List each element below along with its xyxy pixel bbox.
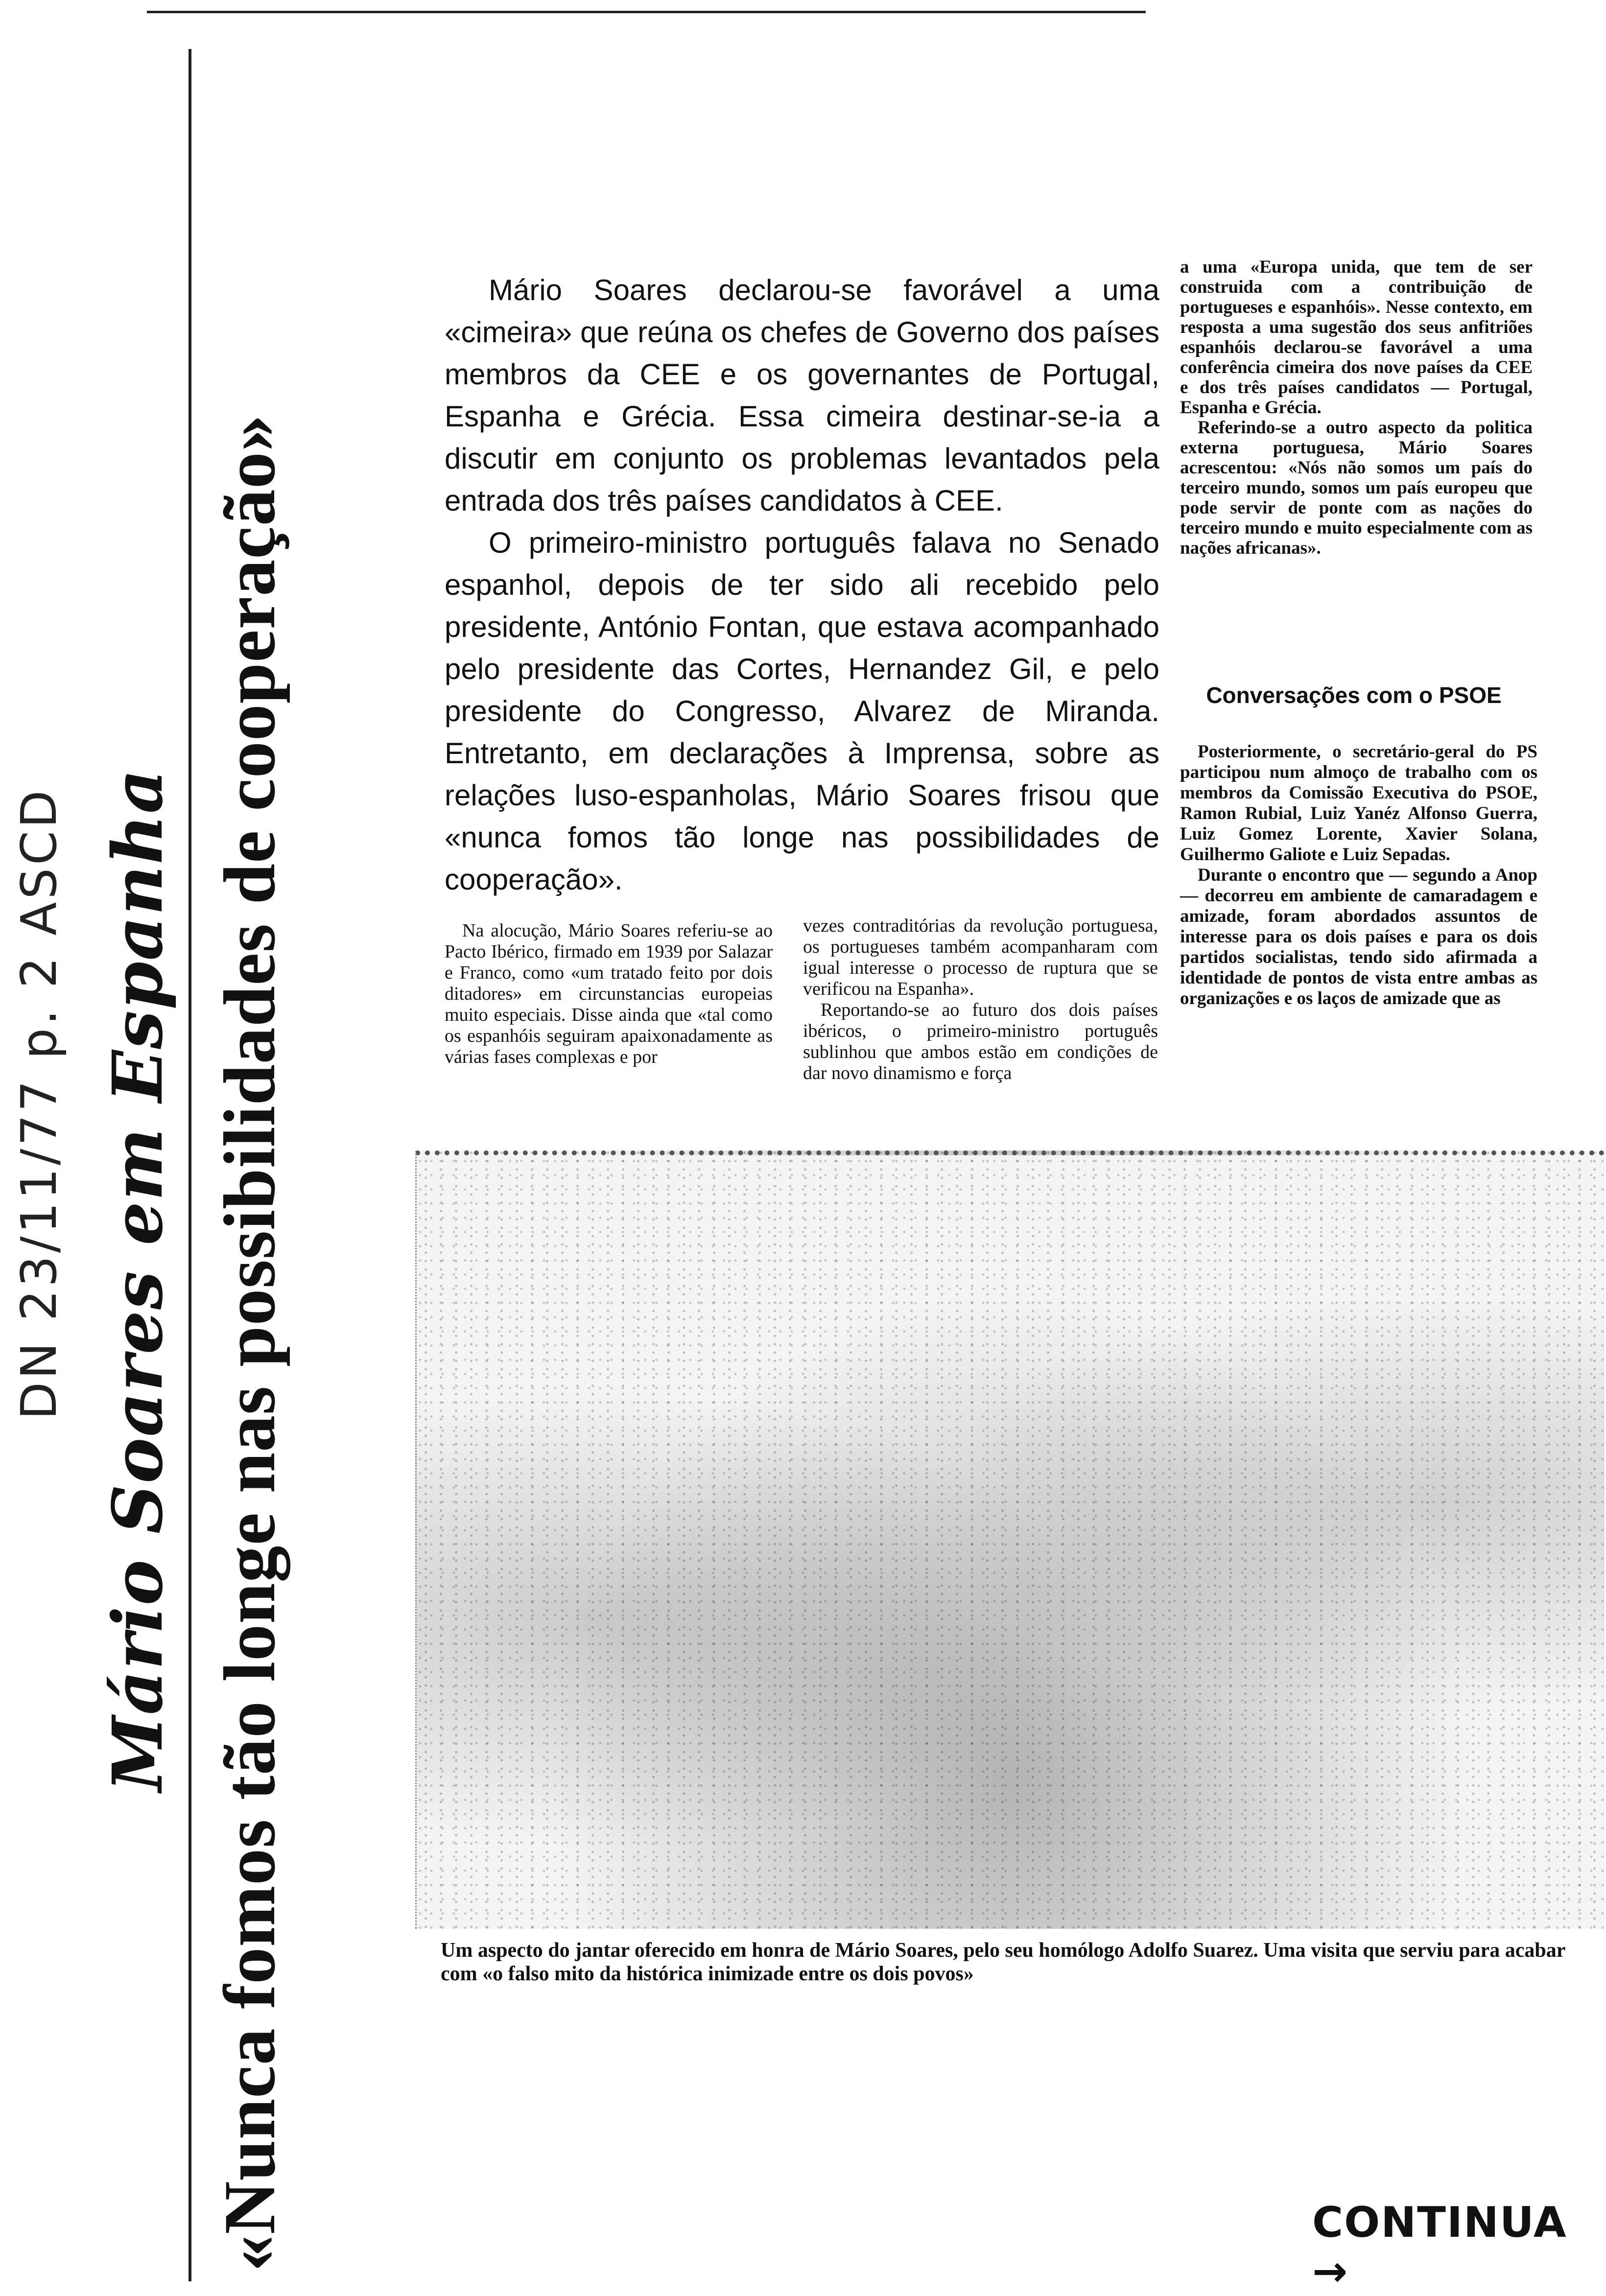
body-paragraph: Referindo-se a outro aspecto da politica externa portuguesa, Mário Soares acrescentou: «Nós não somos um país do terceiro mundo, somos um país europeu que pode servir de ponte com as nações do terceiro mundo e muito especialmente com as nações africanas». <box>1180 418 1533 558</box>
headline-title: Mário Soares em Espanha <box>98 768 178 1792</box>
body-paragraph: Na alocução, Mário Soares referiu-se ao Pacto Ibérico, firmado em 1939 por Salazar e Franco, como «um tratado feito por dois ditadores» em circunstancias europeias muito especiais. Disse ainda que «tal como os espanhóis seguiram apaixonadamente as várias fases complexas e por <box>445 920 773 1067</box>
body-paragraph: Durante o encontro que — segundo a Anop — decorreu em ambiente de camaradagem e amizade, foram abordados assuntos de interesse para os dois países e para os dois partidos socialistas, tendo sido afirmada a identidade de pontos de vista entre ambas as organizações e os laços de amizade que as <box>1180 865 1537 1008</box>
body-paragraph: Reportando-se ao futuro dos dois países ibéricos, o primeiro-ministro português sublinhou que ambos estão em condições de dar novo dinamismo e força <box>803 1000 1158 1083</box>
body-paragraph: Posteriormente, o secretário-geral do PS participou num almoço de trabalho com os membros da Comissão Executiva do PSOE, Ramon Rubial, Luiz Yanéz Alfonso Guerra, Luiz Gomez Lorente, Xavier Solana, Guilhermo Galiote e Luiz Sepadas. <box>1180 742 1537 865</box>
intro-paragraph: O primeiro-ministro português falava no Senado espanhol, depois de ter sido ali recebido pelo presidente, António Fontan, que estava acompanhado pelo presidente das Cortes, Hernandez Gil, e pelo presidente do Congresso, Alvarez de Miranda. Entretanto, em declarações à Imprensa, sobre as relações luso-espanholas, Mário Soares frisou que «nunca fomos tão longe nas possibilidades de cooperação». <box>445 526 1159 896</box>
intro-paragraphs <box>445 269 1159 901</box>
body-paragraph: a uma «Europa unida, que tem de ser construida com a contribuição de portugueses e espanhóis». Nesse contexto, em resposta a uma sugestão dos seus anfitriões espanhóis declarou-se favorável a uma conferência cimeira dos nove países da CEE e dos três países candidatos — Portugal, Espanha e Grécia. <box>1180 257 1533 418</box>
body-column-4 <box>1180 742 1537 1009</box>
top-rule <box>147 11 1146 13</box>
headline-quote: «Nunca fomos tão longe nas possibilidades de cooperação» <box>209 414 290 2272</box>
handwritten-note: DN 23/11/77 p. 2 ASCD <box>10 787 68 1420</box>
photo-caption: Um aspecto do jantar oferecido em honra de Mário Soares, pelo seu homólogo Adolfo Suarez. Uma visita que serviu para acabar com «o falso mito da histórica inimizade entre os dois povos» <box>441 1939 1565 1985</box>
body-column-1 <box>445 920 773 1068</box>
body-column-3 <box>1180 257 1533 558</box>
body-column-2 <box>803 915 1158 1084</box>
section-subheading: Conversações com o PSOE <box>1206 682 1502 708</box>
headline-divider <box>189 49 191 2281</box>
body-paragraph: vezes contraditórias da revolução portuguesa, os portugueses também acompanharam com igual interesse o processo de ruptura que se verificou na Espanha». <box>803 915 1158 999</box>
dinner-photo <box>415 1150 1605 1929</box>
intro-paragraph: Mário Soares declarou-se favorável a uma «cimeira» que reúna os chefes de Governo dos países membros da CEE e os governantes de Portugal, Espanha e Grécia. Essa cimeira destinar-se-ia a discutir em conjunto os problemas levantados pela entrada dos três países candidatos à CEE. <box>445 274 1159 517</box>
continued-label: CONTINUA → <box>1312 2198 1567 2296</box>
